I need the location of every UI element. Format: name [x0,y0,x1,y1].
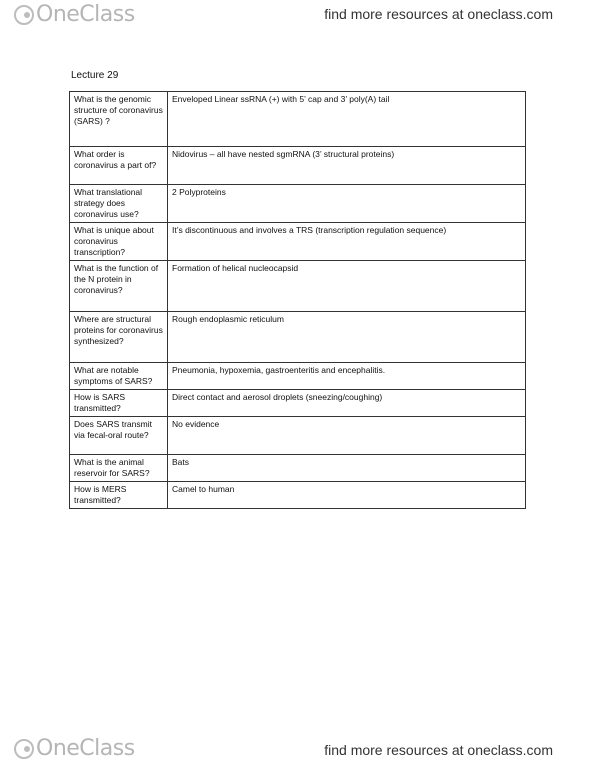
answer-cell: Formation of helical nucleocapsid [168,261,526,312]
question-cell: What are notable symptoms of SARS? [70,363,168,390]
table-row [70,223,526,261]
brand-name: OneClass [36,2,135,27]
question-cell: Where are structural proteins for coronavirus synthesized? [70,312,168,363]
answer-cell: Direct contact and aerosol droplets (sneezing/coughing) [168,390,526,417]
resources-link-bottom[interactable]: find more resources at oneclass.com [324,742,553,758]
oneclass-logo-bottom[interactable] [14,738,135,760]
answer-cell: It’s discontinuous and involves a TRS (transcription regulation sequence) [168,223,526,261]
table-row [70,390,526,417]
table-row [70,417,526,455]
question-cell: What is the function of the N protein in coronavirus? [70,261,168,312]
document-title: Lecture 29 [71,70,119,81]
answer-cell: No evidence [168,417,526,455]
oneclass-logo-top[interactable] [14,4,135,26]
question-cell: What translational strategy does coronavirus use? [70,185,168,223]
brand-name: OneClass [36,736,135,761]
resources-link-top[interactable]: find more resources at oneclass.com [324,6,553,22]
answer-cell: Nidovirus – all have nested sgmRNA (3’ structural proteins) [168,147,526,185]
answer-cell: Bats [168,455,526,482]
answer-cell: Rough endoplasmic reticulum [168,312,526,363]
question-cell: What is the animal reservoir for SARS? [70,455,168,482]
table-row [70,312,526,363]
table-row [70,92,526,147]
table-row [70,185,526,223]
question-cell: What order is coronavirus a part of? [70,147,168,185]
table-row [70,455,526,482]
question-cell: Does SARS transmit via fecal-oral route? [70,417,168,455]
answer-cell: Camel to human [168,482,526,509]
oneclass-logo-icon [14,739,34,759]
answer-cell: Pneumonia, hypoxemia, gastroenteritis and encephalitis. [168,363,526,390]
oneclass-logo-icon [14,5,34,25]
answer-cell: 2 Polyproteins [168,185,526,223]
qa-table [69,91,526,509]
question-cell: How is SARS transmitted? [70,390,168,417]
table-row [70,363,526,390]
question-cell: How is MERS transmitted? [70,482,168,509]
table-row [70,147,526,185]
question-cell: What is unique about coronavirus transcription? [70,223,168,261]
table-row [70,261,526,312]
answer-cell: Enveloped Linear ssRNA (+) with 5’ cap and 3’ poly(A) tail [168,92,526,147]
table-row [70,482,526,509]
question-cell: What is the genomic structure of coronavirus (SARS) ? [70,92,168,147]
